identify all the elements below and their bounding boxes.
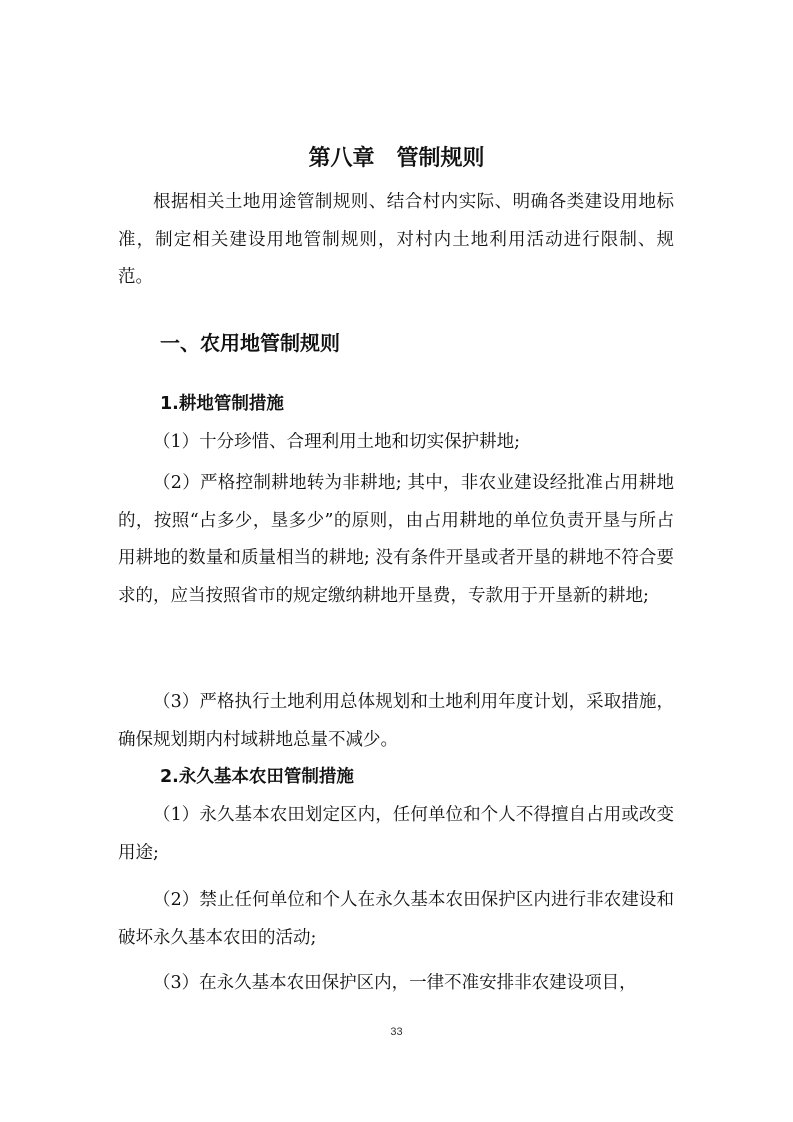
- farmland-item-1: （1）十分珍惜、合理利用土地和切实保护耕地;: [153, 432, 521, 452]
- chapter-title: 第八章 管制规则: [308, 146, 485, 171]
- basic-farmland-item-1: （1）永久基本农田划定区内，任何单位和个人不得擅自占用或改变用途;: [118, 805, 674, 863]
- intro-paragraph: 根据相关土地用途管制规则、结合村内实际、明确各类建设用地标准，制定相关建设用地管制规则，对村内土地利用活动进行限制、规范。: [118, 192, 674, 287]
- page-number: 33: [390, 1026, 403, 1038]
- subsection-heading-farmland: 1.耕地管制措施: [160, 394, 284, 414]
- section-heading: 一、农用地管制规则: [160, 331, 340, 355]
- subsection-heading-basic-farmland: 2.永久基本农田管制措施: [160, 767, 354, 787]
- basic-farmland-item-3: （3）在永久基本农田保护区内，一律不准安排非农建设项目，: [153, 973, 637, 993]
- farmland-item-2: （2）严格控制耕地转为非耕地; 其中，非农业建设经批准占用耕地的，按照“占多少，垦多少”的原则，由占用耕地的单位负责开垦与所占用耕地的数量和质量相当的耕地; 没有条件开垦或者开垦的耕地不符合要求的，应当按照省市的规定缴纳耕地开垦费，专款用于开垦新的耕地;: [118, 473, 674, 606]
- farmland-item-3: （3）严格执行土地利用总体规划和土地利用年度计划，采取措施，确保规划期内村域耕地总量不减少。: [118, 692, 674, 750]
- basic-farmland-item-2: （2）禁止任何单位和个人在永久基本农田保护区内进行非农建设和破坏永久基本农田的活动;: [118, 890, 674, 948]
